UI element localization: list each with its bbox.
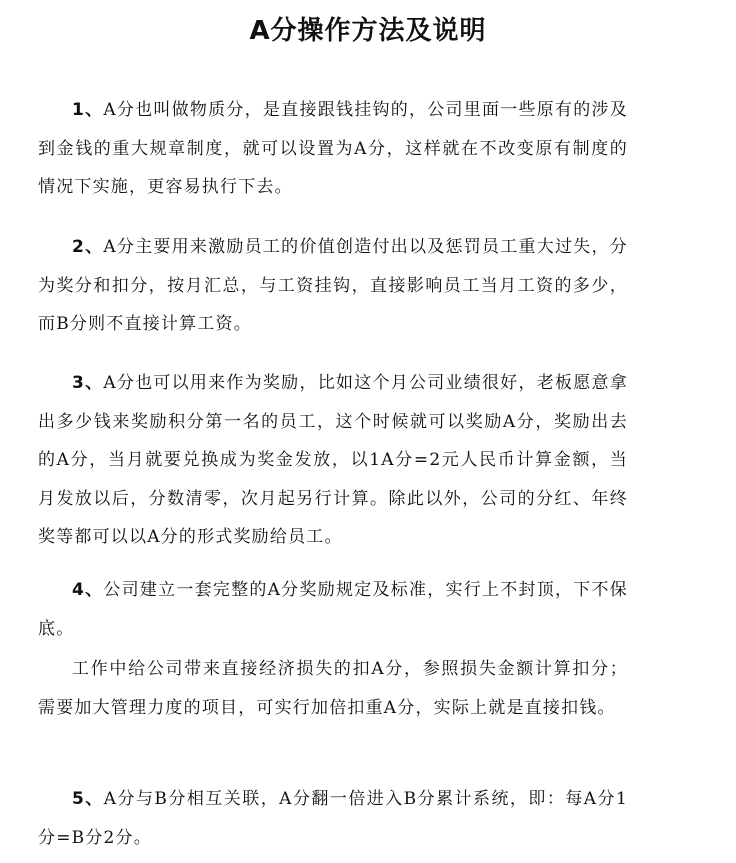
paragraph-5-number: 5、 [72,789,104,809]
paragraph-1-number: 1、 [72,100,104,120]
paragraph-2-number: 2、 [72,237,104,257]
paragraph-5-text: A分与B分相互关联，A分翻一倍进入B分累计系统，即：每A分1分=B分2分。 [38,789,628,848]
paragraph-4-number: 4、 [72,580,104,600]
paragraph-2-text: A分主要用来激励员工的价值创造付出以及惩罚员工重大过失，分为奖分和扣分，按月汇总，与工资挂钩，直接影响员工当月工资的多少，而B分则不直接计算工资。 [38,237,628,334]
paragraph-4-text: 公司建立一套完整的A分奖励规定及标准，实行上不封顶，下不保底。 [38,580,628,639]
paragraph-3-text: A分也可以用来作为奖励，比如这个月公司业绩很好，老板愿意拿出多少钱来奖励积分第一名的员工，这个时候就可以奖励A分，奖励出去的A分，当月就要兑换成为奖金发放，以1A分=2元人民币计算金额，当月发放以后，分数清零，次月起另行计算。除此以外，公司的分红、年终奖等都可以以A分的形式奖励给员工。 [38,373,628,547]
paragraph-3 [38,364,628,557]
paragraph-4 [38,571,628,648]
paragraph-4-continued [38,650,628,727]
paragraph-2 [38,228,628,344]
paragraph-5 [38,780,628,857]
paragraph-3-number: 3、 [72,373,104,393]
paragraph-1-text: A分也叫做物质分，是直接跟钱挂钩的，公司里面一些原有的涉及到金钱的重大规章制度，就可以设置为A分，这样就在不改变原有制度的情况下实施，更容易执行下去。 [38,100,628,197]
document-title: A分操作方法及说明 [249,16,487,46]
paragraph-4-continued-text: 工作中给公司带来直接经济损失的扣A分，参照损失金额计算扣分；需要加大管理力度的项目，可实行加倍扣重A分，实际上就是直接扣钱。 [38,659,628,718]
paragraph-1 [38,91,628,207]
